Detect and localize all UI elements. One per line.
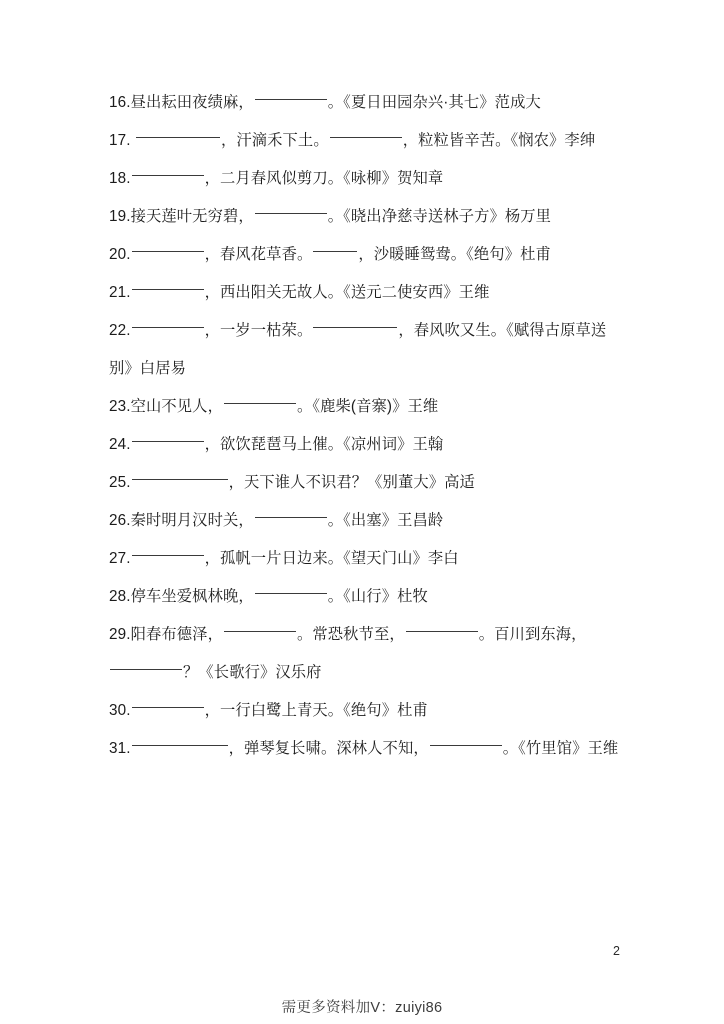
question-text: [131, 132, 135, 149]
question-text: 昼出耘田夜绩麻，: [130, 94, 254, 111]
question-text: ，天下谁人不识君？《别董大》高适: [228, 474, 475, 491]
answer-blank[interactable]: [132, 694, 204, 708]
answer-blank[interactable]: [255, 580, 327, 594]
answer-blank[interactable]: [110, 656, 182, 670]
question-number: 18.: [109, 170, 131, 187]
question-text: 。《山行》杜牧: [327, 588, 428, 605]
answer-blank[interactable]: [255, 86, 327, 100]
question-number: 16.: [109, 94, 131, 111]
question-item: [109, 730, 619, 768]
answer-blank[interactable]: [330, 124, 402, 138]
question-item: [109, 464, 619, 502]
question-text: ，沙暖睡鸳鸯。《绝句》杜甫: [358, 246, 551, 263]
answer-blank[interactable]: [255, 200, 327, 214]
page-number: 2: [613, 944, 620, 958]
question-text: ，西出阳关无故人。《送元二使安西》王维: [204, 284, 490, 301]
answer-blank[interactable]: [132, 428, 204, 442]
question-text: ，欲饮琵琶马上催。《凉州词》王翰: [204, 436, 444, 453]
question-item: [109, 692, 619, 730]
question-text: ，一行白鹭上青天。《绝句》杜甫: [204, 702, 428, 719]
question-item: [109, 122, 619, 160]
question-text: 。《鹿柴(音寨)》王维: [296, 398, 439, 415]
answer-blank[interactable]: [430, 732, 502, 746]
question-text: 。常恐秋节至，: [296, 626, 405, 643]
question-number: 20.: [109, 246, 131, 263]
question-item: [109, 502, 619, 540]
answer-blank[interactable]: [132, 542, 204, 556]
question-text: 停车坐爱枫林晚，: [130, 588, 254, 605]
answer-blank[interactable]: [132, 314, 204, 328]
question-text: 阳春布德泽，: [130, 626, 223, 643]
answer-blank[interactable]: [132, 162, 204, 176]
question-text: 。《竹里馆》王维: [502, 740, 619, 757]
answer-blank[interactable]: [132, 732, 228, 746]
question-text: 秦时明月汉时关，: [130, 512, 254, 529]
answer-blank[interactable]: [132, 238, 204, 252]
question-item: [109, 426, 619, 464]
question-text: ，一岁一枯荣。: [204, 322, 313, 339]
question-number: 29.: [109, 626, 131, 643]
question-text: 。《夏日田园杂兴·其七》范成大: [327, 94, 541, 111]
question-item: [109, 540, 619, 578]
answer-blank[interactable]: [136, 124, 220, 138]
question-number: 28.: [109, 588, 131, 605]
question-text: ，春风花草香。: [204, 246, 313, 263]
question-text: ，二月春风似剪刀。《咏柳》贺知章: [204, 170, 444, 187]
question-text: ，汗滴禾下土。: [220, 132, 329, 149]
answer-blank[interactable]: [406, 618, 478, 632]
question-number: 22.: [109, 322, 131, 339]
question-number: 17.: [109, 132, 131, 149]
question-text: 接天莲叶无穷碧，: [130, 208, 254, 225]
question-text: ，孤帆一片日边来。《望天门山》李白: [204, 550, 459, 567]
question-item: [109, 578, 619, 616]
question-text: 。《晓出净慈寺送林子方》杨万里: [327, 208, 552, 225]
question-item: [109, 274, 619, 312]
answer-blank[interactable]: [224, 390, 296, 404]
footer-contact-note: 需更多资料加V：zuiyi86: [281, 1000, 443, 1016]
question-item: [109, 236, 619, 274]
question-text: ，弹琴复长啸。深林人不知，: [228, 740, 429, 757]
question-number: 25.: [109, 474, 131, 491]
question-number: 26.: [109, 512, 131, 529]
answer-blank[interactable]: [313, 314, 397, 328]
question-number: 23.: [109, 398, 131, 415]
question-text: 。百川到东海，: [478, 626, 587, 643]
question-item: [109, 198, 619, 236]
question-text: ，春风吹又生。《赋得古原草送别》白居易: [109, 322, 607, 377]
question-text: 空山不见人，: [130, 398, 223, 415]
question-item: [109, 160, 619, 198]
question-item: [109, 616, 619, 692]
question-text: ？《长歌行》汉乐府: [183, 664, 322, 681]
answer-blank[interactable]: [255, 504, 327, 518]
question-text: ，粒粒皆辛苦。《悯农》李绅: [402, 132, 596, 149]
question-item: [109, 388, 619, 426]
question-number: 19.: [109, 208, 131, 225]
question-list: [109, 84, 619, 768]
question-number: 27.: [109, 550, 131, 567]
answer-blank[interactable]: [224, 618, 296, 632]
question-item: [109, 312, 619, 388]
question-text: 。《出塞》王昌龄: [327, 512, 444, 529]
question-number: 30.: [109, 702, 131, 719]
question-item: [109, 84, 619, 122]
question-number: 21.: [109, 284, 131, 301]
answer-blank[interactable]: [313, 238, 357, 252]
question-number: 24.: [109, 436, 131, 453]
question-number: 31.: [109, 740, 131, 757]
answer-blank[interactable]: [132, 466, 228, 480]
answer-blank[interactable]: [132, 276, 204, 290]
